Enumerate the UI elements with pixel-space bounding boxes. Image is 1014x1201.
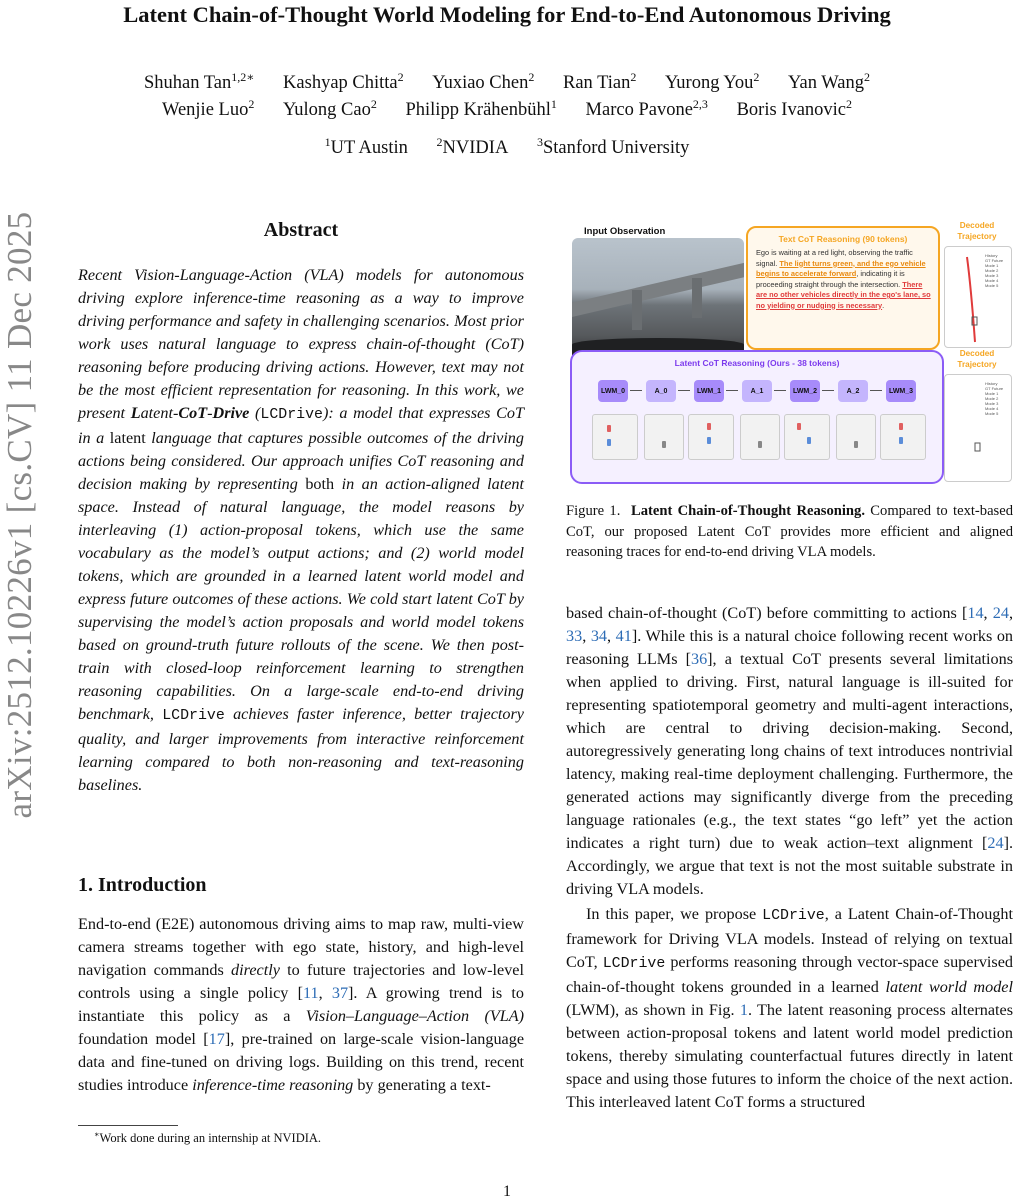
text-cot-title: Text CoT Reasoning (90 tokens) [778, 234, 908, 244]
abstract-body: Recent Vision-Language-Action (VLA) models for autonomous driving explore inference-time reasoning as a way to improve driving performance and safety in challenging scenarios. Most prior work uses natural language to express chain-of-thought (CoT) reasoning before producing driving actions. However, text may not be the most efficient representation for reasoning. In this work, we present Latent-CoT-Drive (LCDrive): a model that expresses CoT in a latent language that captures possible outcomes of the driving actions being considered. Our approach unifies CoT reasoning and decision making by representing both in an action-aligned latent space. Instead of natural language, the model reasons by interleaving (1) action-proposal tokens, which use the same vocabulary as the model’s output actions; and (2) world model tokens, which are grounded in a learned latent world model and express future outcomes of these actions. We cold start latent CoT by supervising the model’s action proposals and world model tokens based on ground-truth future rollouts of the scene. We then post-train with closed-loop reinforcement learning to strengthen reasoning capabilities. On a large-scale end-to-end driving benchmark, LCDrive achieves faster inference, better trajectory quality, and larger improvements from interactive reinforcement learning compared to both non-reasoning and text-reasoning baselines. [78, 266, 524, 794]
trajectory-curve [967, 257, 975, 342]
svg-text:History: History [985, 381, 998, 386]
bev-frame [740, 414, 780, 460]
citation-link[interactable]: 24 [992, 604, 1009, 622]
author: Yurong You$^2$ [664, 70, 760, 94]
citation-link[interactable]: 37 [331, 984, 349, 1002]
svg-text:Mode 3: Mode 3 [985, 401, 999, 406]
author: Kashyap Chitta$^2$ [283, 70, 404, 94]
token-a-1: A_1 [742, 380, 772, 402]
affiliations [0, 135, 1014, 159]
author: Yulong Cao$^2$ [282, 97, 377, 121]
footnote: ∗Work done during an internship at NVIDIA. [94, 1130, 322, 1146]
author: Ran Tian$^2$ [563, 70, 637, 94]
affiliation: $^1$UT Austin [324, 135, 408, 159]
figure-label-input-observation: Input Observation [584, 226, 666, 237]
author: Wenjie Luo$^2$ [161, 97, 255, 121]
bev-frame [836, 414, 876, 460]
author: Yan Wang$^2$ [788, 70, 871, 94]
author: Yuxiao Chen$^2$ [432, 70, 535, 94]
decoded-trajectory-label: Decoded Trajectory [957, 221, 997, 241]
right-column-body [566, 602, 1013, 1114]
trajectory-plot [945, 247, 1011, 347]
token-lwm-2: LWM_2 [790, 380, 820, 402]
svg-text:Mode 1: Mode 1 [985, 263, 999, 268]
svg-text:Mode 4: Mode 4 [985, 406, 999, 411]
text-cot-body: Ego is waiting at a red light, observing the traffic signal. The light turns green, and the ego vehicle begins to accelerate forward, indicating it is proceeding straight through the intersection. There are no other vehicles directly in the ego's lane, so no yielding or nudging is necessary. [756, 248, 931, 310]
token-lwm-0: LWM_0 [598, 380, 628, 402]
token-a-2: A_2 [838, 380, 868, 402]
text-cot-panel [746, 226, 940, 350]
affiliation: $^2$NVIDIA [436, 135, 509, 159]
figure-reference-link[interactable]: 1 [739, 1001, 748, 1019]
figure-caption: Figure 1. Latent Chain-of-Thought Reasoning. Compared to text-based CoT, our proposed Latent CoT provides more efficient and aligned reasoning traces for end-to-end driving VLA models. [566, 503, 1014, 560]
decoded-trajectory-label: Decoded Trajectory [957, 349, 997, 369]
svg-text:Mode 4: Mode 4 [985, 278, 999, 283]
citation-link[interactable]: 41 [615, 627, 632, 645]
token-a-0: A_0 [646, 380, 676, 402]
svg-text:GT Future: GT Future [985, 386, 1004, 391]
citation-link[interactable]: 33 [566, 627, 583, 645]
author: Philipp Krähenbühl$^1$ [405, 97, 557, 121]
bev-frame [784, 414, 830, 460]
affiliation: $^3$Stanford University [536, 135, 690, 159]
ego-vehicle [975, 443, 980, 451]
citation-link[interactable]: 14 [967, 604, 984, 622]
latent-cot-panel [570, 350, 944, 484]
decoded-trajectory-plot-latent [944, 374, 1012, 482]
abstract-heading: Abstract [263, 219, 339, 241]
citation-link[interactable]: 17 [208, 1030, 225, 1048]
citation-link[interactable]: 34 [590, 627, 607, 645]
right-paragraph-2: In this paper, we propose LCDrive, a Latent Chain-of-Thought framework for Driving VLA models. Instead of relying on textual CoT, LCDrive performs reasoning through vector-space supervised chain-of-thought tokens grounded in a learned latent world model (LWM), as shown in Fig. 1. The latent reasoning process alternates between action-proposal tokens and latent world model prediction tokens, thereby simulating counterfactual futures directly in latent space and using those futures to inform the choice of the next action. This interleaved latent CoT forms a structured [566, 905, 1014, 1111]
citation-link[interactable]: 24 [987, 834, 1004, 852]
latent-cot-title: Latent CoT Reasoning (Ours - 38 tokens) [674, 358, 840, 368]
footnote-rule [78, 1125, 178, 1126]
svg-text:Mode 2: Mode 2 [985, 268, 999, 273]
bev-frame [688, 414, 734, 460]
svg-text:Mode 2: Mode 2 [985, 396, 999, 401]
citation-link[interactable]: 11 [302, 984, 319, 1002]
svg-text:Mode 5: Mode 5 [985, 283, 999, 288]
section-heading-introduction: 1. Introduction [78, 874, 207, 896]
bev-frame [880, 414, 926, 460]
paper-title: Latent Chain-of-Thought World Modeling for End-to-End Autonomous Driving [123, 2, 891, 27]
input-observation-image [572, 238, 744, 360]
bev-frame [644, 414, 684, 460]
token-lwm-1: LWM_1 [694, 380, 724, 402]
trajectory-plot [945, 375, 1011, 481]
svg-text:Mode 1: Mode 1 [985, 391, 999, 396]
citation-link[interactable]: 36 [690, 650, 708, 668]
author: Boris Ivanovic$^2$ [736, 97, 853, 121]
authors-line-2 [0, 97, 1014, 121]
trajectory-legend [985, 253, 1004, 288]
bev-frame [592, 414, 638, 460]
svg-text:Mode 3: Mode 3 [985, 273, 999, 278]
intro-paragraph: End-to-end (E2E) autonomous driving aims to map raw, multi-view camera streams together with ego state, history, and high-level navigation commands directly to future trajectories and low-level controls using a single policy [11, 37]. A growing trend is to instantiate this policy as a Vision–Language–Action (VLA) foundation model [17], pre-trained on large-scale vision-language data and fine-tuned on driving logs. Building on this trend, recent studies introduce inference-time reasoning by generating a text- [78, 915, 525, 1094]
page-number: 1 [503, 1183, 511, 1200]
token-lwm-3: LWM_3 [886, 380, 916, 402]
arxiv-stamp: arXiv:2512.10226v1 [cs.CV] 11 Dec 2025 [0, 211, 39, 819]
figure-1 [566, 220, 1014, 488]
svg-text:GT Future: GT Future [985, 258, 1004, 263]
svg-text:History: History [985, 253, 998, 258]
authors-line-1 [0, 70, 1014, 94]
author: Shuhan Tan$^{1,2∗}$ [143, 70, 255, 94]
trajectory-legend [985, 381, 1004, 416]
svg-text:Mode 5: Mode 5 [985, 411, 999, 416]
right-paragraph-1: based chain-of-thought (CoT) before committing to actions [14, 24, 33, 34, 41]. While this is a natural choice following recent works on reasoning LLMs [36], a textual CoT presents several limitations when applied to driving. First, natural language is ill-suited for representing spatiotemporal geometry and multi-agent interactions, which are central to driving decision-making. Second, autoregressively generating long chains of text introduces nontrivial latency, making real-time deployment challenging. Furthermore, the generated actions may significantly diverge from the preceding language rationales (e.g., the text states “go left” yet the action indicates a right turn) due to weak action–text alignment [24]. Accordingly, we argue that text is not the most suitable substrate in driving VLA models. [566, 604, 1014, 898]
author: Marco Pavone$^{2,3}$ [585, 97, 708, 121]
decoded-trajectory-plot-text [944, 246, 1012, 348]
